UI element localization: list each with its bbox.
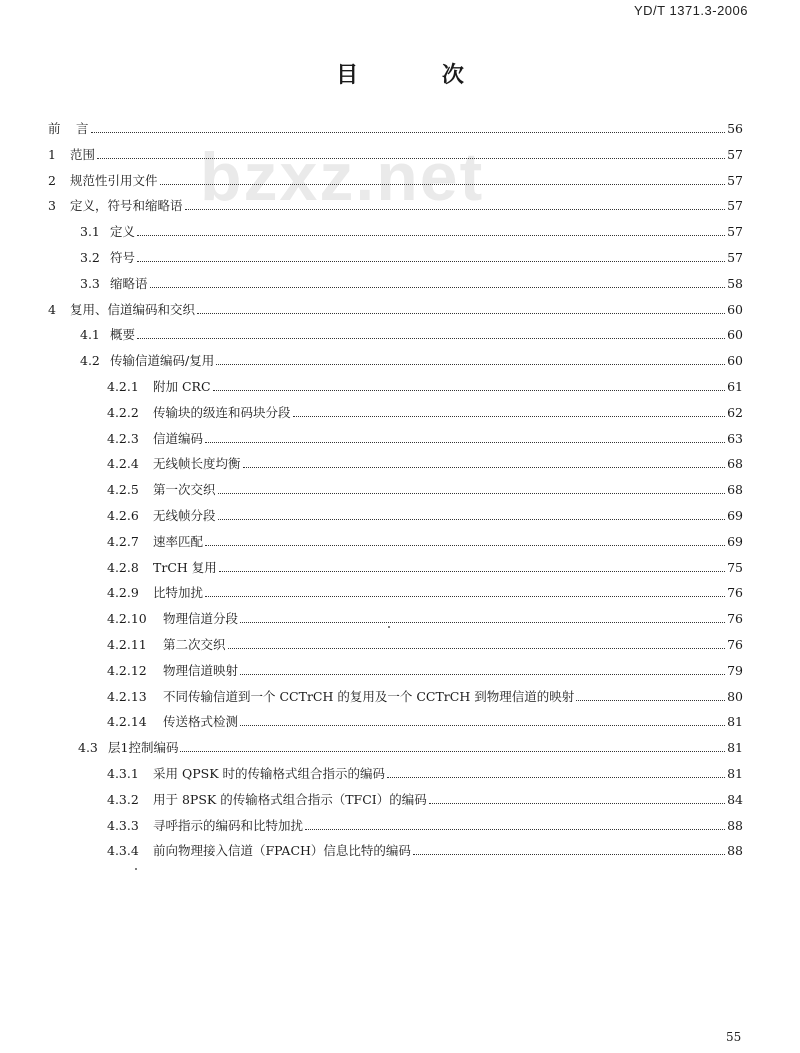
toc-entry-label: 不同传输信道到一个 CCTrCH 的复用及一个 CCTrCH 到物理信道的映射 <box>163 689 575 704</box>
toc-entry <box>107 379 743 395</box>
toc-entry-label: 物理信道分段 <box>163 611 239 626</box>
toc-entry-label: 概要 <box>110 327 136 342</box>
toc-leader-dots <box>387 777 725 778</box>
toc-entry-label: 前向物理接入信道（FPACH）信息比特的编码 <box>153 843 411 858</box>
toc-entry-label: 无线帧长度均衡 <box>153 456 241 471</box>
toc-entry <box>80 353 743 369</box>
toc-entry <box>107 405 743 421</box>
toc-entry <box>48 121 743 137</box>
toc-entry-page: 63 <box>727 431 743 446</box>
toc-entry <box>48 302 743 318</box>
toc-entry <box>107 663 743 679</box>
toc-entry-number: 4.2.2 <box>107 405 139 420</box>
toc-leader-dots <box>293 416 726 417</box>
toc-entry-label: 传送格式检测 <box>163 714 239 729</box>
toc-entry-number: 3.2 <box>80 250 100 265</box>
toc-entry-number: 4.3.4 <box>107 843 139 858</box>
toc-entry <box>80 224 743 240</box>
toc-entry-page: 79 <box>727 663 743 678</box>
toc-entry-page: 84 <box>727 792 743 807</box>
toc-entry-label: 传输块的级连和码块分段 <box>153 405 291 420</box>
toc-entry-page: 60 <box>727 353 743 368</box>
toc-entry <box>107 508 743 524</box>
toc-entry-page: 76 <box>727 585 743 600</box>
toc-entry-page: 62 <box>727 405 743 420</box>
toc-entry-number: 4.3 <box>78 740 98 755</box>
toc-entry-label: 传输信道编码/复用 <box>110 353 215 368</box>
toc-entry-number: 4.2.14 <box>107 714 147 729</box>
toc-entry <box>107 611 743 627</box>
toc-entry-number: 4.2.5 <box>107 482 139 497</box>
toc-entry-number: 4.2.11 <box>107 637 147 652</box>
toc-entry-number: 4.2.6 <box>107 508 139 523</box>
toc-entry-label: 速率匹配 <box>153 534 204 549</box>
toc-leader-dots <box>218 493 726 494</box>
toc-leader-dots <box>137 235 725 236</box>
toc-entry-number: 3.1 <box>80 224 100 239</box>
toc-entry-number: 3 <box>48 198 56 213</box>
toc-entry-number: 4.2.8 <box>107 560 139 575</box>
toc-leader-dots <box>576 700 725 701</box>
toc-entry-label: 规范性引用文件 <box>70 173 158 188</box>
toc-leader-dots <box>429 803 725 804</box>
toc-entry-label: 第二次交织 <box>163 637 226 652</box>
toc-entry <box>107 456 743 472</box>
toc-leader-dots <box>137 261 725 262</box>
toc-entry-page: 57 <box>727 173 743 188</box>
page-title: 目 次 <box>336 62 502 88</box>
toc-entry-label: TrCH 复用 <box>153 560 217 575</box>
toc-leader-dots <box>180 751 725 752</box>
toc-entry-number: 4.3.2 <box>107 792 139 807</box>
toc-entry-number: 4.2.1 <box>107 379 139 394</box>
toc-entry-page: 88 <box>727 843 743 858</box>
toc-entry-page: 69 <box>727 534 743 549</box>
toc-entry-label: 言 <box>76 121 89 136</box>
toc-entry <box>48 147 743 163</box>
watermark: bzxz.net <box>200 139 485 215</box>
toc-entry-label: 复用、信道编码和交织 <box>70 302 196 317</box>
toc-leader-dots <box>185 209 726 210</box>
toc-entry <box>107 585 743 601</box>
toc-entry-label: 第一次交织 <box>153 482 216 497</box>
toc-entry-page: 68 <box>727 482 743 497</box>
toc-entry-label: 物理信道映射 <box>163 663 239 678</box>
scan-speck <box>135 868 137 870</box>
toc-leader-dots <box>216 364 725 365</box>
toc-entry <box>107 689 743 705</box>
toc-entry-label: 无线帧分段 <box>153 508 216 523</box>
toc-entry-page: 88 <box>727 818 743 833</box>
toc-entry-number: 4.2.10 <box>107 611 147 626</box>
toc-entry-label: 定义 <box>110 224 136 239</box>
toc-entry <box>107 714 743 730</box>
toc-entry <box>80 276 743 292</box>
toc-entry <box>107 792 743 808</box>
toc-leader-dots <box>243 467 726 468</box>
toc-entry-label: 寻呼指示的编码和比特加扰 <box>153 818 304 833</box>
toc-entry-page: 81 <box>727 766 743 781</box>
toc-leader-dots <box>197 313 725 314</box>
toc-entry-label: 信道编码 <box>153 431 204 446</box>
toc-leader-dots <box>240 725 725 726</box>
toc-entry-page: 76 <box>727 611 743 626</box>
toc-entry-page: 57 <box>727 147 743 162</box>
toc-leader-dots <box>219 571 725 572</box>
toc-entry-number: 4.3.1 <box>107 766 139 781</box>
toc-entry <box>107 534 743 550</box>
toc-entry-number: 4.2.4 <box>107 456 139 471</box>
toc-entry-page: 80 <box>727 689 743 704</box>
toc-entry-number: 4.2.9 <box>107 585 139 600</box>
toc-entry-page: 76 <box>727 637 743 652</box>
toc-entry <box>107 560 743 576</box>
toc-entry-number: 4 <box>48 302 56 317</box>
toc-entry-number: 4.2.13 <box>107 689 147 704</box>
toc-entry-label: 附加 CRC <box>153 379 211 394</box>
toc-entry-page: 60 <box>727 327 743 342</box>
toc-entry-number: 1 <box>48 147 56 162</box>
toc-entry-number: 4.2.7 <box>107 534 139 549</box>
toc-entry-page: 57 <box>727 224 743 239</box>
toc-leader-dots <box>240 622 725 623</box>
toc-entry-page: 57 <box>727 198 743 213</box>
toc-entry-page: 61 <box>727 379 743 394</box>
scan-speck <box>388 626 390 628</box>
toc-leader-dots <box>150 287 726 288</box>
toc-leader-dots <box>240 674 725 675</box>
toc-entry-number: 4.1 <box>80 327 100 342</box>
toc-leader-dots <box>160 184 726 185</box>
toc-leader-dots <box>205 442 725 443</box>
toc-entry-page: 69 <box>727 508 743 523</box>
toc-entry-number: 前 <box>48 121 61 136</box>
toc-entry <box>107 818 743 834</box>
toc-leader-dots <box>228 648 726 649</box>
toc-entry-page: 56 <box>727 121 743 136</box>
toc-entry-page: 60 <box>727 302 743 317</box>
toc-entry-label: 层1控制编码 <box>108 740 179 755</box>
toc-entry-page: 81 <box>727 740 743 755</box>
toc-entry <box>107 843 743 859</box>
toc-entry <box>78 740 743 756</box>
toc-entry-page: 58 <box>727 276 743 291</box>
toc-entry-page: 68 <box>727 456 743 471</box>
toc-leader-dots <box>205 596 725 597</box>
toc-entry-number: 4.2 <box>80 353 100 368</box>
page-number: 55 <box>726 1030 742 1044</box>
toc-leader-dots <box>213 390 726 391</box>
toc-entry-page: 81 <box>727 714 743 729</box>
toc-leader-dots <box>137 338 725 339</box>
toc-entry <box>107 482 743 498</box>
toc-entry <box>80 250 743 266</box>
toc-entry <box>107 766 743 782</box>
toc-entry-label: 符号 <box>110 250 136 265</box>
toc-leader-dots <box>97 158 725 159</box>
toc-entry-label: 定义，符号和缩略语 <box>70 198 183 213</box>
toc-entry-page: 57 <box>727 250 743 265</box>
toc-entry <box>48 198 743 214</box>
toc-leader-dots <box>205 545 725 546</box>
toc-entry-label: 缩略语 <box>110 276 148 291</box>
toc-entry-number: 4.2.3 <box>107 431 139 446</box>
toc-entry-number: 3.3 <box>80 276 100 291</box>
toc-entry-label: 范围 <box>70 147 96 162</box>
toc-entry <box>48 173 743 189</box>
toc-leader-dots <box>91 132 726 133</box>
toc-entry-number: 4.2.12 <box>107 663 147 678</box>
toc-entry-label: 采用 QPSK 时的传输格式组合指示的编码 <box>153 766 386 781</box>
toc-entry <box>107 637 743 653</box>
toc-leader-dots <box>305 829 725 830</box>
toc-leader-dots <box>218 519 726 520</box>
document-id: YD/T 1371.3-2006 <box>634 3 748 18</box>
toc-entry-number: 2 <box>48 173 56 188</box>
toc-entry-label: 比特加扰 <box>153 585 204 600</box>
toc-entry-number: 4.3.3 <box>107 818 139 833</box>
toc-leader-dots <box>413 854 725 855</box>
toc-entry-page: 75 <box>727 560 743 575</box>
toc-entry <box>107 431 743 447</box>
toc-entry-label: 用于 8PSK 的传输格式组合指示（TFCI）的编码 <box>153 792 427 807</box>
toc-entry <box>80 327 743 343</box>
